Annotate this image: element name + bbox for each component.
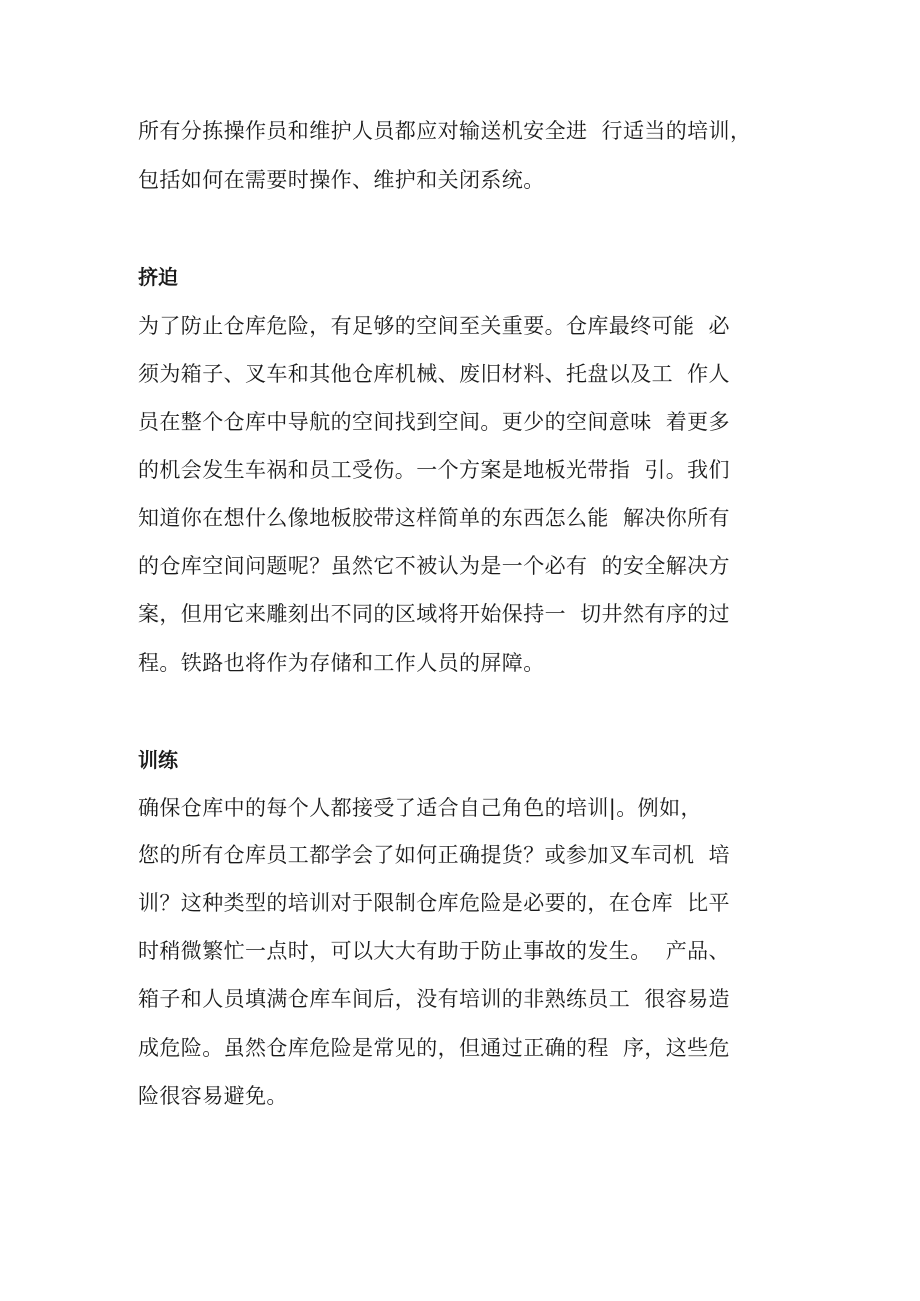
squeeze-line-4: 的机会发生车祸和员工受伤。一个方案是地板光带指 引。我们 [138, 458, 730, 482]
intro-line-1: 所有分拣操作员和维护人员都应对输送机安全进 行适当的培训， [138, 119, 752, 143]
squeeze-line-1: 为了防止仓库危险，有足够的空间至关重要。仓库最终可能 必 [138, 314, 730, 338]
training-line-3: 训？这种类型的培训对于限制仓库危险是必要的，在仓库 比平 [138, 891, 730, 915]
training-line-6: 成危险。虽然仓库危险是常见的，但通过正确的程 序，这些危 [138, 1036, 730, 1060]
training-line-1: 确保仓库中的每个人都接受了适合自己角色的培训|。例如， [138, 796, 702, 820]
squeeze-line-3: 员在整个仓库中导航的空间找到空间。更少的空间意味 着更多 [138, 410, 730, 434]
training-line-5: 箱子和人员填满仓库车间后，没有培训的非熟练员工 很容易造 [138, 987, 730, 1011]
intro-line-2: 包括如何在需要时操作、维护和关闭系统。 [138, 168, 545, 192]
training-line-7: 险很容易避免。 [138, 1084, 288, 1108]
squeeze-line-5: 知道你在想什么像地板胶带这样简单的东西怎么能 解决你所有 [138, 506, 730, 530]
squeeze-line-2: 须为箱子、叉车和其他仓库机械、废旧材料、托盘以及工 作人 [138, 362, 730, 386]
squeeze-line-8: 程。铁路也将作为存储和工作人员的屏障。 [138, 651, 545, 675]
squeeze-line-7: 案，但用它来雕刻出不同的区域将开始保持一 切井然有序的过 [138, 602, 730, 626]
squeeze-line-6: 的仓库空间问题呢？虽然它不被认为是一个必有 的安全解决方 [138, 554, 730, 578]
section-heading-squeeze: 挤迫 [138, 265, 178, 289]
training-line-4: 时稍微繁忙一点时，可以大大有助于防止事故的发生。 产品、 [138, 939, 730, 963]
section-heading-training: 训练 [138, 748, 178, 772]
training-line-2: 您的所有仓库员工都学会了如何正确提货？或参加叉车司机 培 [138, 843, 730, 867]
